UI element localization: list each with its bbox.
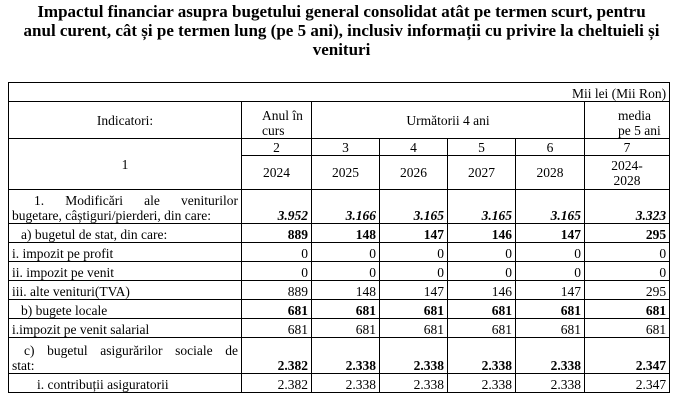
value-cell: 2.338 <box>312 338 380 374</box>
row-label: a) bugetul de stat, din care: <box>9 224 242 243</box>
value-cell: 681 <box>242 300 312 319</box>
value-cell: 3.165 <box>448 190 516 224</box>
value-cell: 681 <box>516 300 585 319</box>
column-number: 4 <box>380 139 448 156</box>
table-row <box>9 224 670 243</box>
value-cell: 2.347 <box>585 338 670 374</box>
value-cell: 0 <box>448 262 516 281</box>
value-cell: 3.166 <box>312 190 380 224</box>
value-cell: 681 <box>448 319 516 338</box>
table-row <box>9 262 670 281</box>
value-cell: 147 <box>516 281 585 300</box>
table-row <box>9 374 670 393</box>
column-number: 2 <box>242 139 312 156</box>
table-row <box>9 319 670 338</box>
period-line: 2024- <box>611 157 643 173</box>
value-cell: 147 <box>516 224 585 243</box>
value-cell: 2.338 <box>448 374 516 393</box>
value-cell: 3.165 <box>516 190 585 224</box>
value-cell: 2.382 <box>242 338 312 374</box>
period-cell <box>585 156 670 190</box>
title-line: Impactul financiar asupra bugetului general consolidat atât pe termen scurt, pentru <box>37 2 646 21</box>
value-cell: 681 <box>448 300 516 319</box>
value-cell: 148 <box>312 224 380 243</box>
value-cell: 2.338 <box>516 338 585 374</box>
row-label: iii. alte venituri(TVA) <box>9 281 242 300</box>
unit-row <box>9 83 670 102</box>
value-cell: 3.952 <box>242 190 312 224</box>
value-cell: 146 <box>448 224 516 243</box>
value-cell: 148 <box>312 281 380 300</box>
year-cell: 2027 <box>448 156 516 190</box>
value-cell: 147 <box>380 224 448 243</box>
year-cell: 2024 <box>242 156 312 190</box>
value-cell: 147 <box>380 281 448 300</box>
year-cell: 2025 <box>312 156 380 190</box>
column-number: 7 <box>585 139 670 156</box>
value-cell: 2.338 <box>380 374 448 393</box>
row-label: i.impozit pe venit salarial <box>9 319 242 338</box>
column-number: 1 <box>9 139 242 190</box>
row-label <box>9 190 242 224</box>
value-cell: 0 <box>242 262 312 281</box>
document-title <box>0 2 683 59</box>
period-line: 2028 <box>613 172 641 188</box>
value-cell: 0 <box>380 243 448 262</box>
table-row <box>9 300 670 319</box>
value-cell: 681 <box>585 319 670 338</box>
year-cell: 2026 <box>380 156 448 190</box>
value-cell: 3.165 <box>380 190 448 224</box>
value-cell: 295 <box>585 224 670 243</box>
value-cell: 0 <box>312 262 380 281</box>
value-cell: 681 <box>312 300 380 319</box>
column-number: 5 <box>448 139 516 156</box>
value-cell: 0 <box>448 243 516 262</box>
row-label-line: bugetare, câștiguri/pierderi, din care: <box>12 208 212 223</box>
value-cell: 3.323 <box>585 190 670 224</box>
row-label <box>9 338 242 374</box>
current-year-header-line: Anul în <box>262 108 303 123</box>
value-cell: 889 <box>242 224 312 243</box>
year-cell: 2028 <box>516 156 585 190</box>
average-header <box>585 102 670 139</box>
table-row <box>9 281 670 300</box>
row-label: i. impozit pe profit <box>9 243 242 262</box>
value-cell: 0 <box>242 243 312 262</box>
current-year-header <box>242 102 312 139</box>
column-number: 6 <box>516 139 585 156</box>
budget-impact-table <box>8 82 670 393</box>
indicators-header: Indicatori: <box>9 102 242 139</box>
unit-label: Mii lei (Mii Ron) <box>9 83 670 102</box>
value-cell: 0 <box>516 262 585 281</box>
value-cell: 2.347 <box>585 374 670 393</box>
next-years-header: Următorii 4 ani <box>312 102 585 139</box>
average-header-line: media <box>618 108 651 123</box>
value-cell: 295 <box>585 281 670 300</box>
value-cell: 146 <box>448 281 516 300</box>
value-cell: 681 <box>585 300 670 319</box>
table-row <box>9 338 670 374</box>
value-cell: 0 <box>585 262 670 281</box>
value-cell: 2.382 <box>242 374 312 393</box>
row-label-line: stat: <box>12 358 35 373</box>
row-label: ii. impozit pe venit <box>9 262 242 281</box>
value-cell: 0 <box>380 262 448 281</box>
value-cell: 2.338 <box>516 374 585 393</box>
value-cell: 0 <box>516 243 585 262</box>
value-cell: 2.338 <box>448 338 516 374</box>
value-cell: 681 <box>242 319 312 338</box>
row-label: i. contribuții asiguratorii <box>9 374 242 393</box>
column-number-row <box>9 139 670 156</box>
table-row <box>9 190 670 224</box>
value-cell: 0 <box>585 243 670 262</box>
value-cell: 2.338 <box>380 338 448 374</box>
title-line: anul curent, cât și pe termen lung (pe 5 ani), inclusiv informații cu privire la cheltuieli și <box>23 21 660 40</box>
header-row <box>9 102 670 139</box>
current-year-header-line: curs <box>262 123 285 138</box>
value-cell: 681 <box>380 319 448 338</box>
row-label-line: c) bugetul asigurărilor sociale de <box>24 343 238 358</box>
value-cell: 681 <box>516 319 585 338</box>
value-cell: 681 <box>312 319 380 338</box>
value-cell: 0 <box>312 243 380 262</box>
column-number: 3 <box>312 139 380 156</box>
row-label-line: 1. Modificări ale veniturilor <box>34 193 238 208</box>
average-header-line: pe 5 ani <box>618 123 661 138</box>
value-cell: 2.338 <box>312 374 380 393</box>
row-label: b) bugete locale <box>9 300 242 319</box>
title-line: venituri <box>312 40 371 59</box>
value-cell: 889 <box>242 281 312 300</box>
table-row <box>9 243 670 262</box>
value-cell: 681 <box>380 300 448 319</box>
